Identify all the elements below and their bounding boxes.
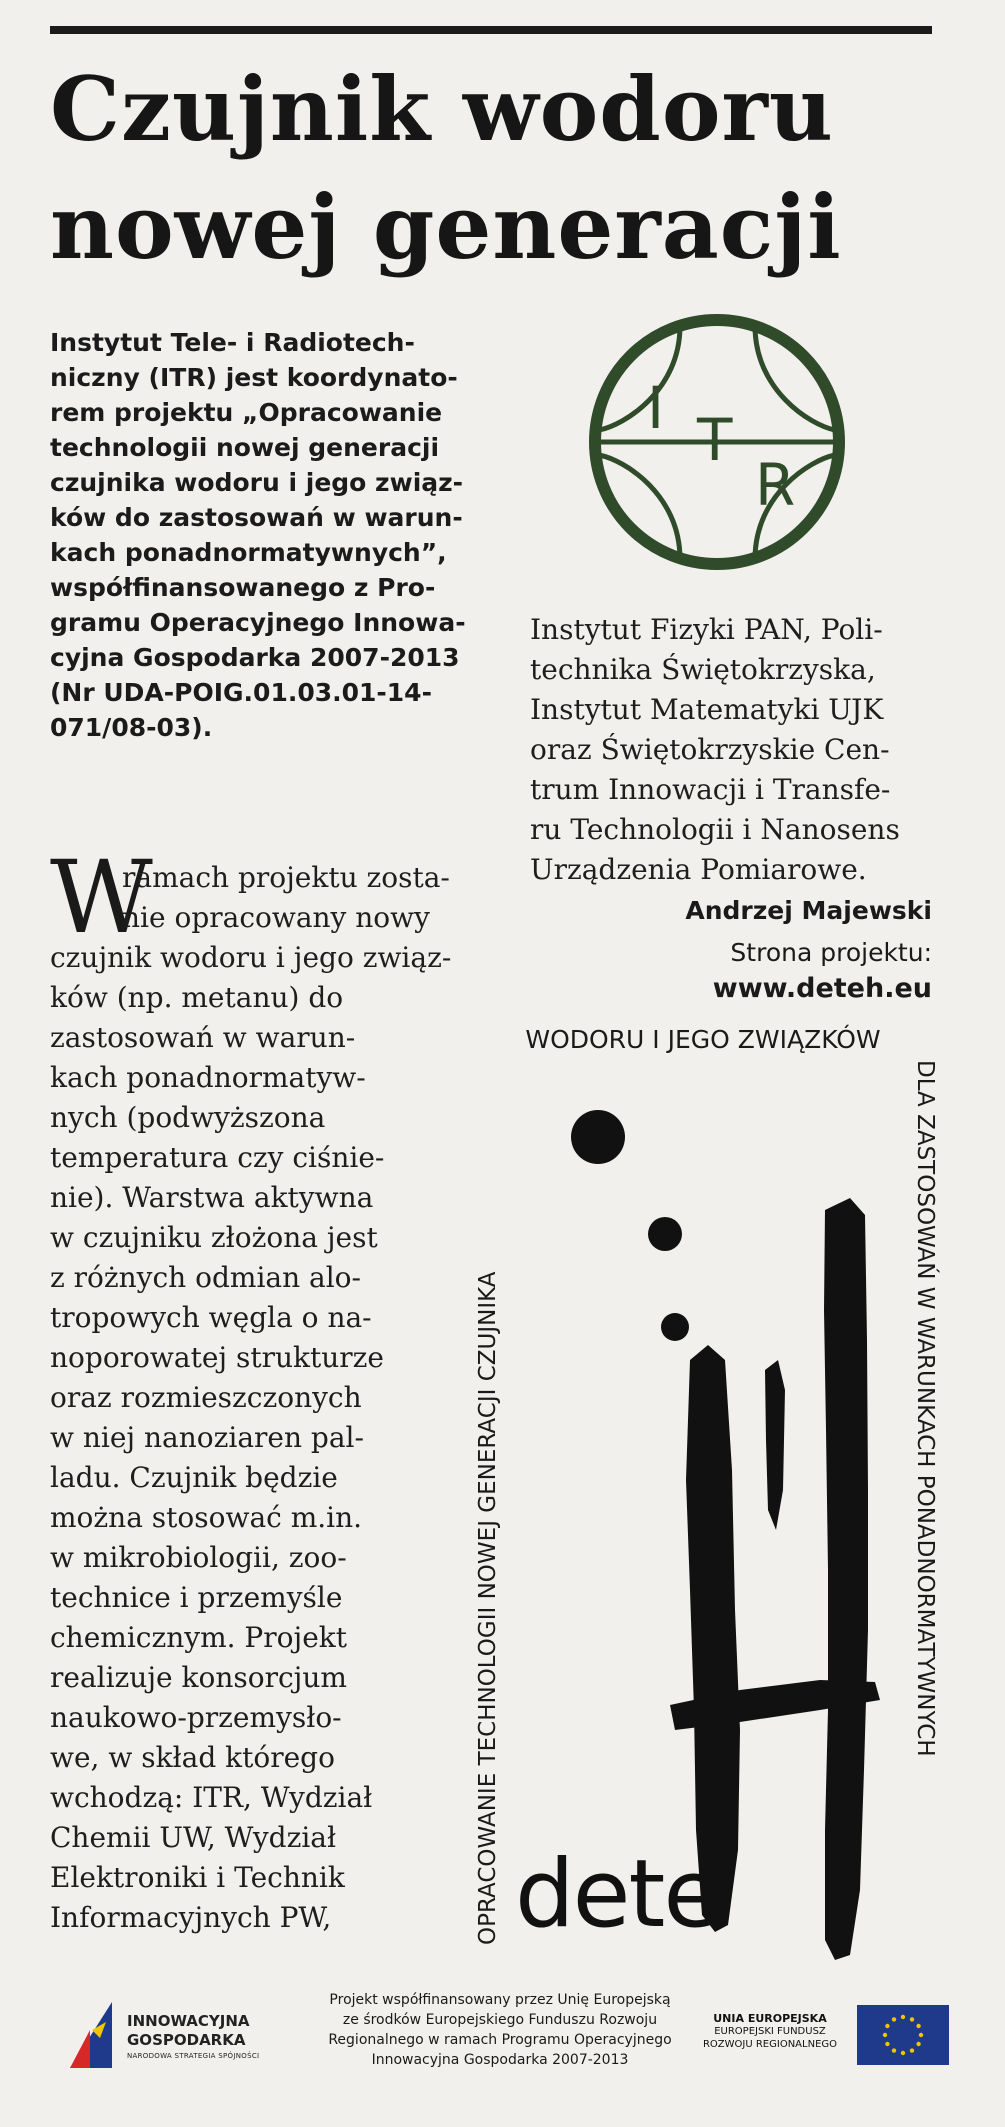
body-continuation: [530, 610, 940, 890]
body-line: w niej nanoziaren pal-: [50, 1421, 364, 1454]
body-line: w mikrobiologii, zoo-: [50, 1541, 347, 1574]
eu-star: [916, 2024, 920, 2028]
funding-line: Innowacyjna Gospodarka 2007-2013: [371, 2052, 629, 2068]
body-line: Elektroniki i Technik: [50, 1861, 345, 1894]
body-line: Urządzenia Pomiarowe.: [530, 853, 867, 886]
body-line: Instytut Matematyki UJK: [530, 693, 884, 726]
eu-star: [885, 2042, 889, 2046]
top-rule: [50, 26, 932, 34]
poster-heading-left: OPRACOWANIE TECHNOLOGII NOWEJ GENERACJI CZUJNIKA: [475, 1271, 501, 1945]
poster-dot: [661, 1313, 689, 1341]
eu-flag-field: [857, 2005, 949, 2065]
dete-poster-graphic: [440, 1010, 960, 1970]
body-line: w czujniku złożona jest: [50, 1221, 378, 1254]
body-line: tropowych węgla o na-: [50, 1301, 372, 1334]
body-line: zastosowań w warun-: [50, 1021, 356, 1054]
eu-star: [885, 2024, 889, 2028]
body-line: z różnych odmian alo-: [50, 1261, 361, 1294]
eu-star: [892, 2048, 896, 2052]
ig-line: GOSPODARKA: [127, 2031, 246, 2049]
body-line: Informacyjnych PW,: [50, 1901, 332, 1934]
website-label: Strona projektu:: [730, 938, 932, 967]
drop-cap: W: [50, 839, 153, 956]
lead-line: współfinansowanego z Pro-: [50, 573, 436, 602]
logo-letter: I: [647, 374, 665, 442]
eu-star: [916, 2042, 920, 2046]
eu-star: [901, 2051, 905, 2055]
body-line: naukowo-przemysło-: [50, 1701, 342, 1734]
headline: [50, 50, 950, 286]
eu-flag-icon: [857, 2005, 949, 2065]
body-line: nych (podwyższona: [50, 1101, 326, 1134]
body-line: można stosować m.in.: [50, 1501, 363, 1534]
project-website: [530, 935, 932, 1007]
body-line: czujnik wodoru i jego związ-: [50, 941, 452, 974]
author-byline: Andrzej Majewski: [685, 896, 932, 925]
body-line: ru Technologii i Nanosens: [530, 813, 900, 846]
eu-star: [901, 2015, 905, 2019]
funding-line: Projekt współfinansowany przez Unię Europejską: [329, 1992, 671, 2008]
innowacyjna-gospodarka-label: [127, 2012, 259, 2063]
lead-line: kach ponadnormatywnych”,: [50, 538, 447, 567]
itr-logo: [585, 310, 850, 575]
eu-star: [910, 2048, 914, 2052]
lead-line: 071/08-03).: [50, 713, 213, 742]
lead-line: Instytut Tele- i Radiotech-: [50, 328, 415, 357]
dete-wordmark: dete: [515, 1840, 720, 1949]
eu-fund-label: [690, 2012, 850, 2051]
body-line: ladu. Czujnik będzie: [50, 1461, 338, 1494]
logo-letter: T: [697, 406, 733, 474]
poster-brush-stroke: [765, 1360, 785, 1530]
poster-brush-stroke: [824, 1198, 868, 1960]
poster-dot: [571, 1110, 625, 1164]
eu-line: UNIA EUROPEJSKA: [713, 2012, 827, 2025]
body-line: wchodzą: ITR, Wydział: [50, 1781, 373, 1814]
body-line: ramach projektu zosta-: [122, 861, 450, 894]
ig-line: INNOWACYJNA: [127, 2012, 250, 2030]
lead-line: niczny (ITR) jest koordynato-: [50, 363, 458, 392]
poster-dot: [648, 1217, 682, 1251]
funding-line: ze środków Europejskiego Funduszu Rozwoju: [342, 2012, 658, 2028]
body-line: we, w skład którego: [50, 1741, 335, 1774]
body-line: nie). Warstwa aktywna: [50, 1181, 374, 1214]
poster-heading-right: DLA ZASTOSOWAŃ W WARUNKACH PONADNORMATYWNYCH: [912, 1060, 938, 1757]
eu-line: ROZWOJU REGIONALNEGO: [702, 2039, 838, 2050]
funding-notice: [300, 1990, 700, 2070]
lead-line: gramu Operacyjnego Innowa-: [50, 608, 466, 637]
innowacyjna-gospodarka-logo-icon: [68, 2000, 114, 2070]
headline-line: nowej generacji: [50, 175, 842, 279]
eu-line: EUROPEJSKI FUNDUSZ: [714, 2026, 826, 2037]
lead-line: technologii nowej generacji: [50, 433, 440, 462]
eu-star: [910, 2017, 914, 2021]
body-line: temperatura czy ciśnie-: [50, 1141, 385, 1174]
body-line: oraz rozmieszczonych: [50, 1381, 362, 1414]
lead-line: (Nr UDA-POIG.01.03.01-14-: [50, 678, 432, 707]
body-line: Chemii UW, Wydział: [50, 1821, 337, 1854]
body-line: ków (np. metanu) do: [50, 981, 344, 1014]
lead-line: cyjna Gospodarka 2007-2013: [50, 643, 460, 672]
body-line: nie opracowany nowy: [122, 901, 430, 934]
body-line: kach ponadnormatyw-: [50, 1061, 366, 1094]
body-line: realizuje konsorcjum: [50, 1661, 347, 1694]
website-link[interactable]: www.deteh.eu: [712, 973, 932, 1004]
headline-line: Czujnik wodoru: [50, 57, 834, 161]
lead-line: rem projektu „Opracowanie: [50, 398, 443, 427]
eu-star: [883, 2033, 887, 2037]
body-line: technice i przemyśle: [50, 1581, 343, 1614]
ig-line: NARODOWA STRATEGIA SPÓJNOŚCI: [127, 2052, 260, 2060]
body-line: Instytut Fizyki PAN, Poli-: [530, 613, 883, 646]
funding-line: Regionalnego w ramach Programu Operacyjnego: [328, 2032, 672, 2048]
poster-heading-top: WODORU I JEGO ZWIĄZKÓW: [525, 1025, 881, 1054]
eu-star: [919, 2033, 923, 2037]
body-line: noporowatej strukturze: [50, 1341, 384, 1374]
lead-line: czujnika wodoru i jego związ-: [50, 468, 464, 497]
lead-line: ków do zastosowań w warun-: [50, 503, 463, 532]
body-line: chemicznym. Projekt: [50, 1621, 347, 1654]
lead-paragraph: [50, 325, 468, 745]
body-line: oraz Świętokrzyskie Cen-: [530, 733, 890, 766]
body-line: technika Świętokrzyska,: [530, 653, 876, 686]
body-line: trum Innowacji i Transfe-: [530, 773, 891, 806]
body-column: [50, 858, 452, 1938]
ig-logo-shape: [70, 2030, 90, 2068]
eu-star: [892, 2017, 896, 2021]
logo-letter: R: [755, 451, 796, 519]
